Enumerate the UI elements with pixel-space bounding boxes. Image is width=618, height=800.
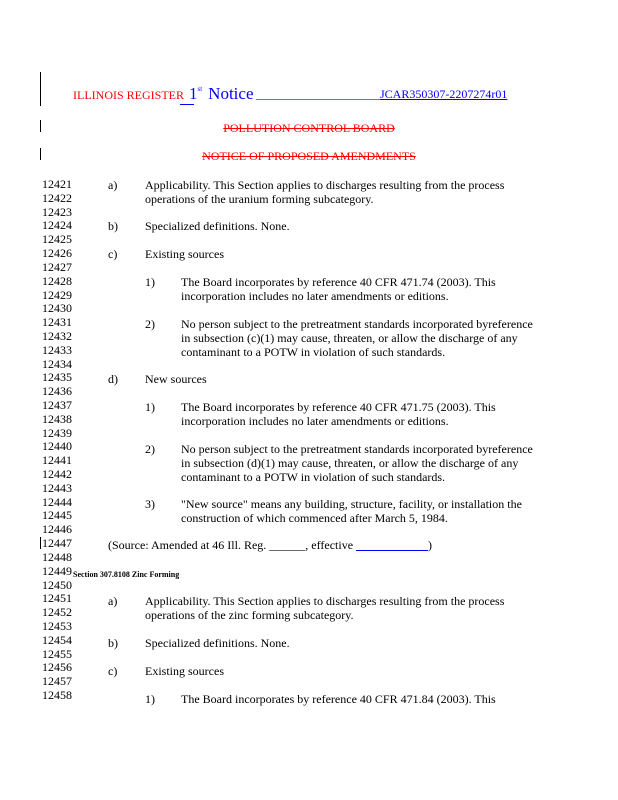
line-number: 12429 [42,287,72,302]
line-number: 12425 [42,232,72,247]
subsection-label: 1) [145,692,155,706]
body-text: operations of the zinc forming subcategory. [145,608,354,622]
page-header [73,84,254,104]
body-text: construction of which commenced after March 5, 1984. [181,511,448,525]
document-code: JCAR350307-2207274r01 [380,87,508,101]
change-bar [40,72,41,106]
line-number: 12437 [42,398,72,412]
subsection-label: b) [108,219,118,233]
line-number: 12440 [42,439,72,454]
line-number: 12426 [42,246,72,261]
line-number: 12434 [42,356,72,371]
body-text: contaminant to a POTW in violation of such standards. [181,345,446,359]
line-number: 12458 [42,688,72,702]
line-number: 12451 [42,591,72,606]
register-title: ILLINOIS REGISTER [73,88,184,102]
subsection-label: a) [108,178,118,192]
line-number: 12438 [42,411,72,426]
line-number: 12454 [42,632,72,647]
body-text: contaminant to a POTW in violation of such standards. [181,470,446,484]
body-text: No person subject to the pretreatment standards incorporated byreference [181,442,533,456]
subsection-label: c) [108,247,118,261]
line-number: 12447 [42,536,72,551]
line-number: 12433 [42,342,72,357]
line-number: 12424 [42,218,72,233]
section-heading: Section 307.8108 Zinc Forming [73,570,180,579]
line-number: 12435 [42,370,72,385]
line-number: 12448 [42,549,72,564]
subsection-label: b) [108,636,118,650]
body-text: The Board incorporates by reference 40 CFR 471.75 (2003). This [181,400,496,414]
line-number: 12423 [42,204,72,219]
subsection-label: d) [108,372,118,386]
body-text: incorporation includes no later amendments or editions. [181,414,449,428]
line-number: 12428 [42,273,72,288]
subsection-label: a) [108,594,118,608]
subsection-label: c) [108,664,118,678]
body-text: Existing sources [145,247,224,261]
line-number: 12422 [42,190,72,205]
subsection-label: 2) [145,442,155,456]
subsection-label: 1) [145,275,155,289]
notice-label: Notice [208,84,254,103]
notice-title: NOTICE OF PROPOSED AMENDMENTS [202,149,416,163]
line-number: 12444 [42,494,72,509]
line-number: 12427 [42,259,72,274]
body-text: New sources [145,372,207,386]
change-bar [40,537,41,549]
line-number: 12456 [42,660,72,675]
body-text: incorporation includes no later amendments or editions. [181,289,449,303]
line-number: 12450 [42,577,72,592]
body-text: operations of the uranium forming subcategory. [145,192,374,206]
line-number: 12449 [42,563,72,578]
body-text: Existing sources [145,664,224,678]
line-number: 12453 [42,618,72,633]
body-text: The Board incorporates by reference 40 CFR 471.84 (2003). This [181,692,496,706]
subsection-label: 3) [145,497,155,511]
body-text: "New source" means any building, structure, facility, or installation the [181,497,522,511]
line-number: 12421 [42,177,72,191]
line-number: 12432 [42,328,72,343]
body-text: The Board incorporates by reference 40 CFR 471.74 (2003). This [181,275,496,289]
line-number: 12443 [42,480,72,495]
line-number: 12441 [42,453,72,468]
line-number: 12457 [42,674,72,689]
line-number: 12431 [42,315,72,330]
effective-date-blank: ____________ [356,538,429,552]
body-text: in subsection (d)(1) may cause, threaten, or allow the discharge of any [181,456,519,470]
body-text: Applicability. This Section applies to discharges resulting from the process [145,178,505,192]
body-text: Specialized definitions. None. [145,636,290,650]
line-number: 12452 [42,605,72,620]
header-fill-line: ________________________ [256,87,400,101]
line-number: 12442 [42,467,72,481]
source-note: (Source: Amended at 46 Ill. Reg. ______, effective ____________) [108,538,433,552]
line-number: 12439 [42,425,72,440]
line-number: 12436 [42,384,72,399]
body-text: Specialized definitions. None. [145,219,290,233]
board-name: POLLUTION CONTROL BOARD [223,121,395,135]
line-number: 12455 [42,646,72,661]
body-text: in subsection (c)(1) may cause, threaten, or allow the discharge of any [181,331,518,345]
line-number: 12446 [42,522,72,537]
body-text: Applicability. This Section applies to discharges resulting from the process [145,594,505,608]
line-number: 12445 [42,508,72,523]
subsection-label: 1) [145,400,155,414]
subsection-label: 2) [145,317,155,331]
body-text: No person subject to the pretreatment standards incorporated byreference [181,317,533,331]
page-number: 1st [189,84,203,103]
page-number-underline [180,104,194,105]
line-number: 12430 [42,301,72,316]
